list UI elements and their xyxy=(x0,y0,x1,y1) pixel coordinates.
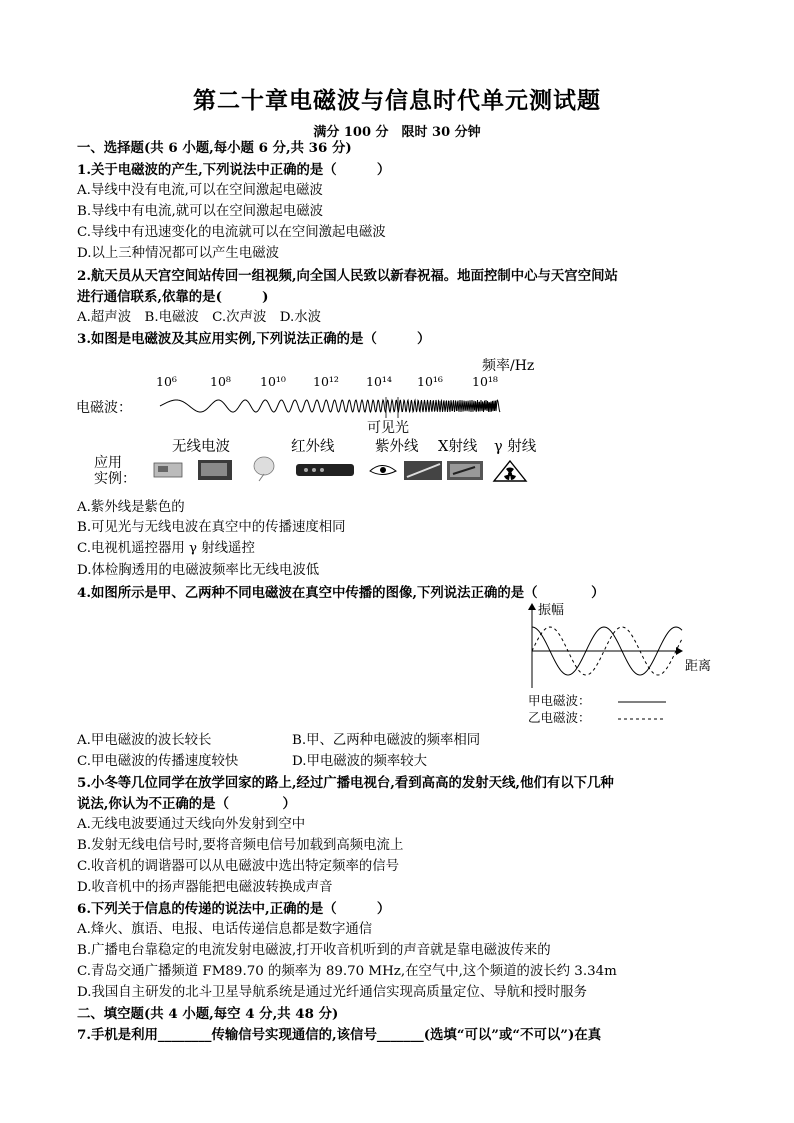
application-label-1: 应用 xyxy=(94,455,122,471)
question-6-option-d: D.我国自主研发的北斗卫星导航系统是通过光纤通信实现高质量定位、导航和授时服务 xyxy=(77,985,587,1000)
question-4-option-a: A.甲电磁波的波长较长 xyxy=(77,733,212,748)
legend-yi-label: 乙电磁波： xyxy=(528,710,591,725)
question-1-option-d: D.以上三种情况都可以产生电磁波 xyxy=(77,246,279,261)
frequency-exponents xyxy=(156,374,498,389)
question-1-option-c: C.导线中有迅速变化的电流就可以在空间激起电磁波 xyxy=(77,225,386,240)
section-heading-fill: 二、填空题(共 4 小题,每空 4 分,共 48 分) xyxy=(77,1006,339,1022)
band-gamma: γ 射线 xyxy=(494,439,537,455)
question-4-option-b: B.甲、乙两种电磁波的频率相同 xyxy=(292,733,481,748)
section-heading-choice: 一、选择题(共 6 小题,每小题 6 分,共 36 分) xyxy=(77,140,352,156)
em-wave-line xyxy=(160,400,500,412)
freq-tick: 10¹² xyxy=(313,374,339,389)
freq-tick: 10⁸ xyxy=(210,374,231,389)
question-5-option-b: B.发射无线电信号时,要将音频电信号加载到高频电流上 xyxy=(77,838,404,853)
band-ultraviolet: 紫外线 xyxy=(375,439,419,455)
question-5-option-a: A.无线电波要通过天线向外发射到空中 xyxy=(77,817,306,832)
question-2-stem-line-1: 2.航天员从天宫空间站传回一组视频,向全国人民致以新春祝福。地面控制中心与天宫空间站 xyxy=(77,268,618,284)
eye-icon xyxy=(370,466,396,475)
question-7-stem: 7.手机是利用________传输信号实现通信的,该信号_______(选填“可以”或“不可以”)在真 xyxy=(77,1027,602,1043)
question-1-stem: 1.关于电磁波的产生,下列说法中正确的是（ ） xyxy=(77,162,391,178)
visible-light-label: 可见光 xyxy=(367,420,409,436)
freq-tick: 10¹⁶ xyxy=(417,374,443,389)
freq-tick: 10¹⁰ xyxy=(260,374,286,389)
question-5-option-d: D.收音机中的扬声器能把电磁波转换成声音 xyxy=(77,880,333,895)
question-6-stem: 6.下列关于信息的传递的说法中,正确的是（ ） xyxy=(77,901,391,917)
question-5-option-c: C.收音机的调谐器可以从电磁波中选出特定频率的信号 xyxy=(77,859,400,874)
band-xray: X射线 xyxy=(438,439,478,455)
radiation-icon xyxy=(494,461,526,481)
question-3-option-c: C.电视机遥控器用 γ 射线遥控 xyxy=(77,541,255,556)
question-3-option-a: A.紫外线是紫色的 xyxy=(77,500,185,515)
legend-jia-label: 甲电磁波： xyxy=(528,693,591,708)
freq-tick: 10¹⁴ xyxy=(366,374,392,389)
question-6-option-b: B.广播电台靠稳定的电流发射电磁波,打开收音机听到的声音就是靠电磁波传来的 xyxy=(77,943,551,958)
wave-label: 电磁波： xyxy=(76,400,132,416)
question-5-stem-line-2: 说法,你认为不正确的是（ ） xyxy=(77,796,296,812)
two-waves-figure xyxy=(520,598,730,728)
application-label-2: 实例： xyxy=(94,471,136,487)
remote-control-icon xyxy=(296,464,354,476)
question-2-stem-line-2: 进行通信联系,依靠的是( ) xyxy=(77,289,269,305)
page-subtitle: 满分 100 分 限时 30 分钟 xyxy=(313,125,481,140)
question-5-stem-line-1: 5.小冬等几位同学在放学回家的路上,经过广播电视台,看到高高的发射天线,他们有以下几种 xyxy=(77,775,614,791)
em-spectrum-figure xyxy=(70,350,570,492)
question-1-option-a: A.导线中没有电流,可以在空间激起电磁波 xyxy=(77,183,323,198)
band-infrared: 红外线 xyxy=(291,439,335,455)
xray-image-icon xyxy=(447,461,483,480)
question-3-option-b: B.可见光与无线电波在真空中的传播速度相同 xyxy=(77,520,346,535)
frequency-axis-label: 频率/Hz xyxy=(482,358,535,374)
freq-tick: 10¹⁸ xyxy=(472,374,498,389)
question-4-stem: 4.如图所示是甲、乙两种不同电磁波在真空中传播的图像,下列说法正确的是（ ） xyxy=(77,585,605,601)
distance-label: 距离 xyxy=(685,659,712,674)
question-4-option-c: C.甲电磁波的传播速度较快 xyxy=(77,754,239,769)
band-radio: 无线电波 xyxy=(172,439,230,455)
uv-lamp-icon xyxy=(404,461,442,480)
question-6-option-a: A.烽火、旗语、电报、电话传递信息都是数字通信 xyxy=(77,922,373,937)
freq-tick: 10⁶ xyxy=(156,374,177,389)
question-4-option-d: D.甲电磁波的频率较大 xyxy=(292,754,428,769)
question-2-options: A.超声波 B.电磁波 C.次声波 D.水波 xyxy=(77,310,322,325)
question-6-option-c: C.青岛交通广播频道 FM89.70 的频率为 89.70 MHz,在空气中,这个频道的波长约 3.34m xyxy=(77,964,617,979)
question-1-option-b: B.导线中有电流,就可以在空间激起电磁波 xyxy=(77,204,323,219)
band-names xyxy=(172,437,537,455)
amplitude-label: 振幅 xyxy=(538,603,565,618)
page-title: 第二十章电磁波与信息时代单元测试题 xyxy=(193,87,601,114)
question-3-option-d: D.体检胸透用的电磁波频率比无线电波低 xyxy=(77,563,320,578)
radio-examples-icon xyxy=(154,457,274,481)
question-3-stem: 3.如图是电磁波及其应用实例,下列说法正确的是（ ） xyxy=(77,331,431,347)
